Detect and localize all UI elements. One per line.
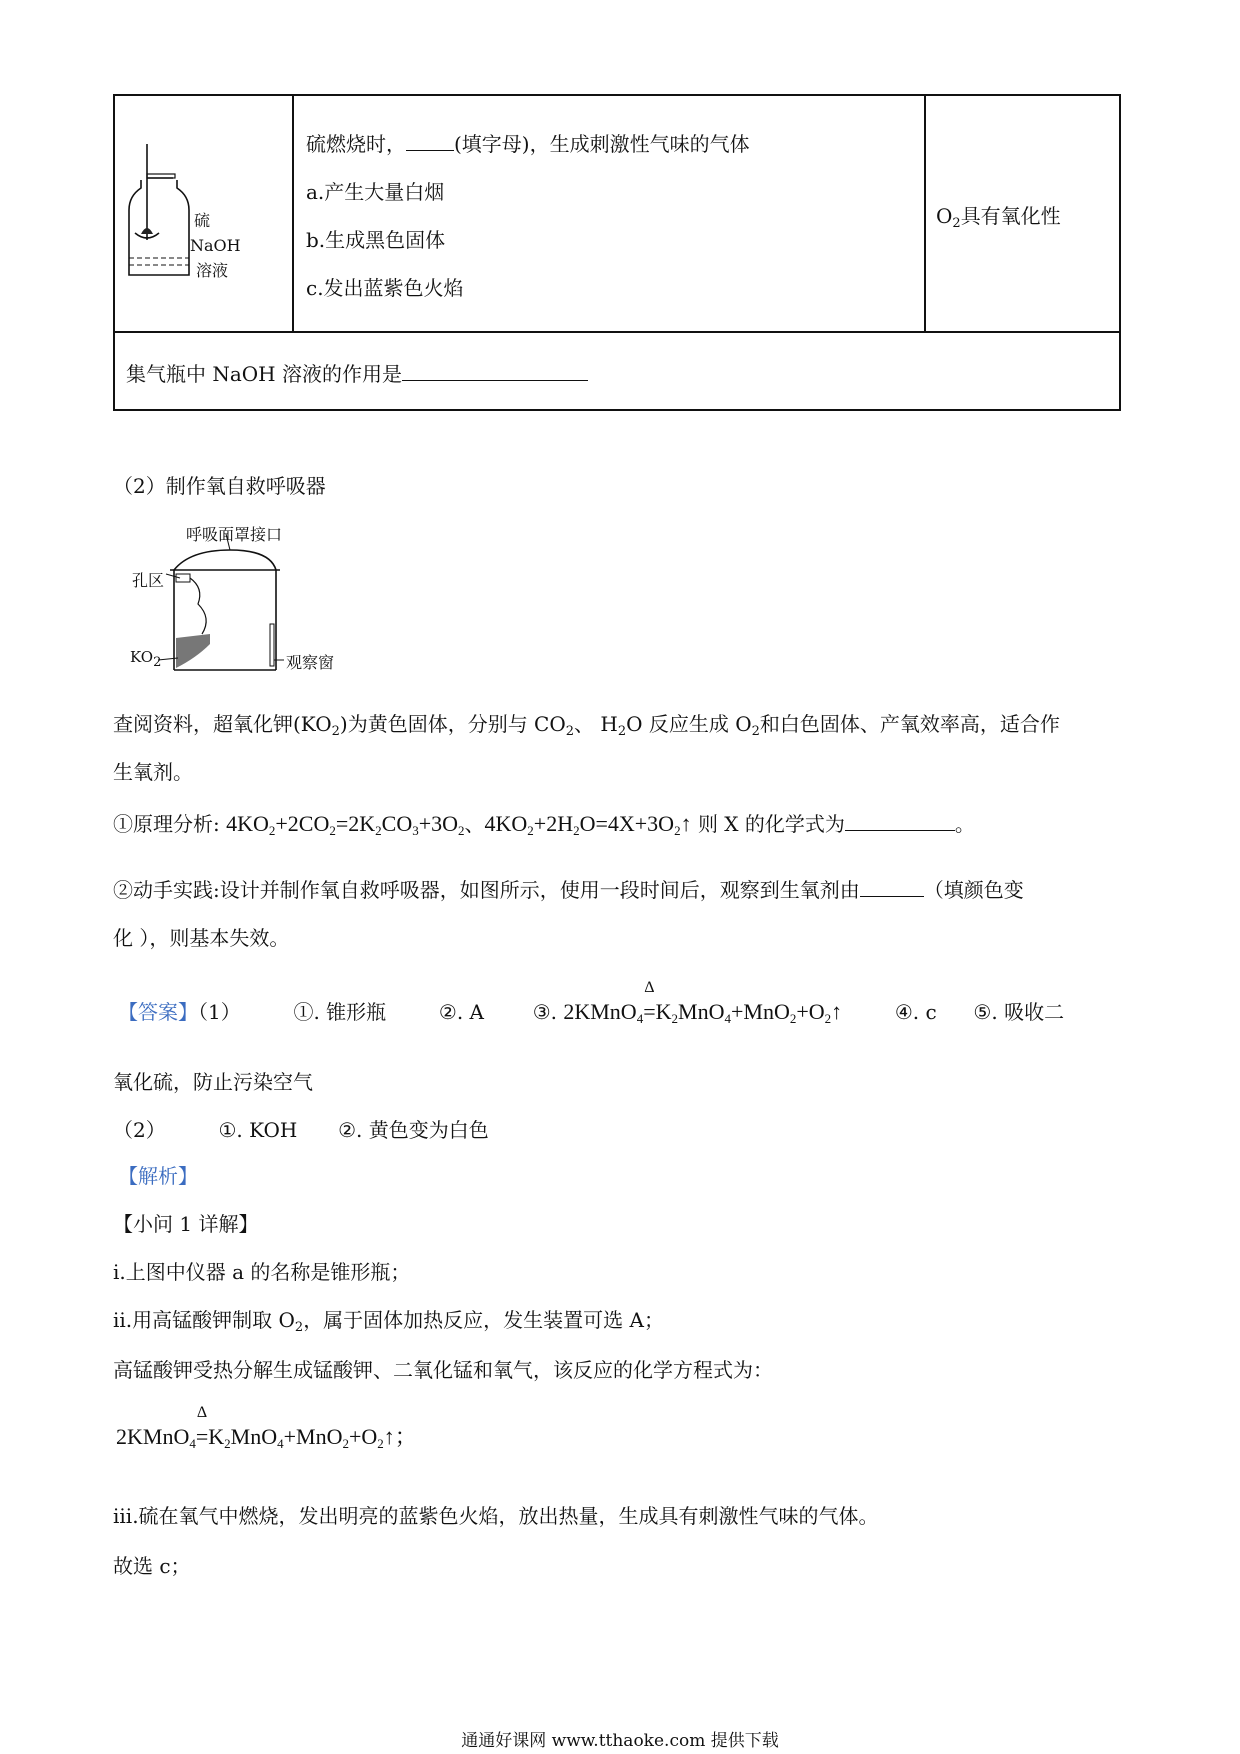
option-a: a.产生大量白烟 bbox=[306, 180, 445, 204]
analysis-decomposition: 高锰酸钾受热分解生成锰酸钾、二氧化锰和氧气，该反应的化学方程式为： bbox=[113, 1358, 773, 1382]
section2-heading: （2）制作氧自救呼吸器 bbox=[113, 474, 326, 498]
equation-ko2-h2o: $4KO_2+2H_2O=4X+3O_2↑$ bbox=[484, 811, 692, 838]
answer-blank-letter[interactable] bbox=[406, 150, 454, 151]
equation-kmno4-analysis: 2KMnO$_4$= Δ $K_2MnO_4+MnO_2+O_2↑$； bbox=[116, 1404, 417, 1451]
answer-blank-color[interactable] bbox=[860, 896, 924, 897]
label-naoh: NaOH bbox=[190, 236, 241, 255]
analysis-choose: 故选 c； bbox=[113, 1554, 191, 1578]
answer-line1: 【答案】（1） ①. 锥形瓶 ②. A ③. 2KMnO$_4$= Δ $K_2MnO_4+MnO_2+O_2↑$ ④. c ⑤. 吸收二 bbox=[118, 979, 1065, 1026]
answer-line2: 氧化硫，防止污染空气 bbox=[113, 1070, 313, 1094]
answer-label: 【答案】 bbox=[118, 1000, 198, 1024]
label-solution: 溶液 bbox=[196, 261, 229, 280]
label-observation-window: 观察窗 bbox=[286, 653, 335, 672]
reference-paragraph-line2: 生氧剂。 bbox=[113, 760, 193, 784]
table-col-divider-1 bbox=[292, 94, 294, 332]
practice-question: ②动手实践:设计并制作氧自救呼吸器，如图所示，使用一段时间后，观察到生氧剂由 （填颜色变 bbox=[113, 878, 1024, 902]
answer-blank-naoh[interactable] bbox=[402, 380, 588, 381]
analysis-i: i.上图中仪器 a 的名称是锥形瓶； bbox=[113, 1260, 411, 1284]
option-b: b.生成黑色固体 bbox=[306, 228, 446, 252]
conclusion-text: $O_2$具有氧化性 bbox=[936, 204, 1061, 231]
principle-analysis: ①原理分析: $4KO_2+2CO_2=2K_2CO_3+3O_2$、$4KO_2+2H_2O=4X+3O_2↑$ 则 X 的化学式为 。 bbox=[113, 811, 975, 838]
reference-paragraph: 查阅资料，超氧化钾$(KO_2)$为黄色固体，分别与 $CO_2$、 $H_2O$ 反应生成 $O_2$和白色固体、产氧效率高，适合作 bbox=[113, 712, 1060, 739]
naoh-role-question: 集气瓶中 NaOH 溶液的作用是 bbox=[126, 358, 588, 387]
label-sulfur: 硫 bbox=[194, 211, 211, 230]
label-mask-port: 呼吸面罩接口 bbox=[186, 525, 283, 544]
sulfur-question-post: (填字母)，生成刺激性气味的气体 bbox=[454, 132, 750, 156]
equation-ko2-co2: $4KO_2+2CO_2=2K_2CO_3+3O_2$ bbox=[226, 811, 465, 838]
table-col-divider-2 bbox=[924, 94, 926, 332]
label-ko2: $KO_2$ bbox=[130, 648, 162, 670]
answer-line3: （2） ①. KOH ②. 黄色变为白色 bbox=[113, 1118, 489, 1142]
option-c: c.发出蓝紫色火焰 bbox=[306, 276, 464, 300]
practice-question-line2: 化 ），则基本失效。 bbox=[113, 926, 290, 950]
analysis-ii: ii.用高锰酸钾制取 $O_2$，属于固体加热反应，发生装置可选 A； bbox=[113, 1308, 664, 1335]
sulfur-question-pre: 硫燃烧时， bbox=[306, 132, 406, 156]
answer-blank-formula[interactable] bbox=[845, 830, 955, 831]
sulfur-question bbox=[306, 128, 750, 157]
equation-kmno4-answer: 2KMnO$_4$= Δ $K_2MnO_4+MnO_2+O_2↑$ bbox=[563, 979, 843, 1026]
page-footer: 通通好课网 www.tthaoke.com 提供下载 bbox=[461, 1731, 779, 1751]
label-hole-area: 孔区 bbox=[132, 571, 165, 590]
table-row-divider bbox=[113, 331, 1121, 333]
analysis-iii: iii.硫在氧气中燃烧，发出明亮的蓝紫色火焰，放出热量，生成具有刺激性气味的气体。 bbox=[113, 1504, 879, 1528]
subquestion-1-heading: 【小问 1 详解】 bbox=[113, 1212, 259, 1236]
analysis-label: 【解析】 bbox=[118, 1164, 198, 1188]
